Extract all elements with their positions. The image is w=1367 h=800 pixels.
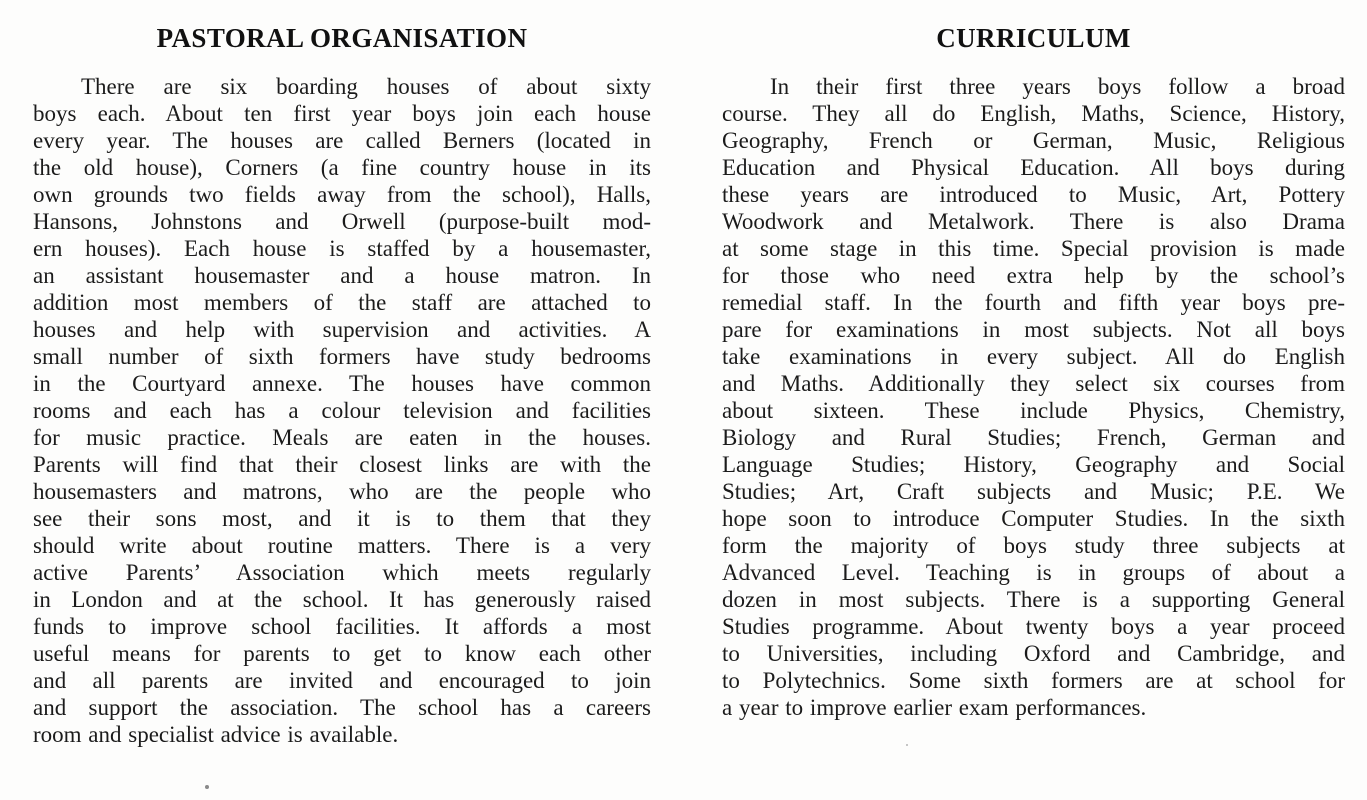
text-line: Education and Physical Education. All boys during <box>722 155 1345 180</box>
text-line: for those who need extra help by the school’s <box>722 263 1345 288</box>
text-line: and support the association. The school has a careers <box>33 695 651 720</box>
scan-speck <box>205 785 209 789</box>
text-line: own grounds two fields away from the school), Halls, <box>33 182 651 207</box>
text-line: these years are introduced to Music, Art, Pottery <box>722 182 1345 207</box>
text-line: a year to improve earlier exam performances. <box>722 695 1147 720</box>
text-line: course. They all do English, Maths, Science, History, <box>722 101 1345 126</box>
text-line: active Parents’ Association which meets regularly <box>33 560 651 585</box>
text-line: take examinations in every subject. All do English <box>722 344 1345 369</box>
text-line: small number of sixth formers have study bedrooms <box>33 344 651 369</box>
text-line: Biology and Rural Studies; French, German and <box>722 425 1345 450</box>
text-line: Language Studies; History, Geography and Social <box>722 452 1345 477</box>
text-line: in the Courtyard annexe. The houses have common <box>33 371 651 396</box>
text-line: ern houses). Each house is staffed by a housemaster, <box>33 236 651 261</box>
text-line: rooms and each has a colour television and facilities <box>33 398 651 423</box>
text-line: dozen in most subjects. There is a supporting General <box>722 587 1345 612</box>
text-line: Woodwork and Metalwork. There is also Drama <box>722 209 1345 234</box>
text-line: housemasters and matrons, who are the people who <box>33 479 651 504</box>
text-line: There are six boarding houses of about sixty <box>81 74 651 99</box>
text-line: in London and at the school. It has generously raised <box>33 587 651 612</box>
section-heading-pastoral-organisation: PASTORAL ORGANISATION <box>156 23 528 53</box>
text-line: Geography, French or German, Music, Religious <box>722 128 1345 153</box>
text-line: Advanced Level. Teaching is in groups of about a <box>722 560 1345 585</box>
text-line: Parents will find that their closest links are with the <box>33 452 651 477</box>
text-line: room and specialist advice is available. <box>33 722 399 747</box>
text-line: addition most members of the staff are attached to <box>33 290 651 315</box>
text-line: funds to improve school facilities. It affords a most <box>33 614 651 639</box>
text-line: useful means for parents to get to know each other <box>33 641 651 666</box>
scan-speck <box>906 744 908 746</box>
text-line: at some stage in this time. Special provision is made <box>722 236 1345 261</box>
text-line: an assistant housemaster and a house matron. In <box>33 263 651 288</box>
text-line: pare for examinations in most subjects. Not all boys <box>722 317 1345 342</box>
text-line: the old house), Corners (a fine country house in its <box>33 155 651 180</box>
text-line: for music practice. Meals are eaten in the houses. <box>33 425 651 450</box>
text-line: form the majority of boys study three subjects at <box>722 533 1345 558</box>
section-heading-curriculum: CURRICULUM <box>936 23 1131 53</box>
text-line: remedial staff. In the fourth and fifth year boys pre- <box>722 290 1345 315</box>
paragraph-curriculum <box>722 73 1345 721</box>
paragraph-pastoral-organisation <box>33 73 651 748</box>
text-line: see their sons most, and it is to them that they <box>33 506 651 531</box>
column-curriculum <box>722 0 1345 721</box>
text-line: to Universities, including Oxford and Cambridge, and <box>722 641 1345 666</box>
text-line: and all parents are invited and encouraged to join <box>33 668 651 693</box>
text-line: and Maths. Additionally they select six courses from <box>722 371 1345 396</box>
text-line: about sixteen. These include Physics, Chemistry, <box>722 398 1345 423</box>
text-line: houses and help with supervision and activities. A <box>33 317 651 342</box>
text-line: In their first three years boys follow a broad <box>770 74 1345 99</box>
text-line: hope soon to introduce Computer Studies. In the sixth <box>722 506 1345 531</box>
text-line: Studies programme. About twenty boys a year proceed <box>722 614 1345 639</box>
column-pastoral-organisation <box>33 0 651 748</box>
text-line: should write about routine matters. There is a very <box>33 533 651 558</box>
text-line: Hansons, Johnstons and Orwell (purpose-built mod- <box>33 209 651 234</box>
text-line: to Polytechnics. Some sixth formers are at school for <box>722 668 1345 693</box>
text-line: every year. The houses are called Berners (located in <box>33 128 651 153</box>
text-line: boys each. About ten first year boys join each house <box>33 101 651 126</box>
text-line: Studies; Art, Craft subjects and Music; P.E. We <box>722 479 1345 504</box>
